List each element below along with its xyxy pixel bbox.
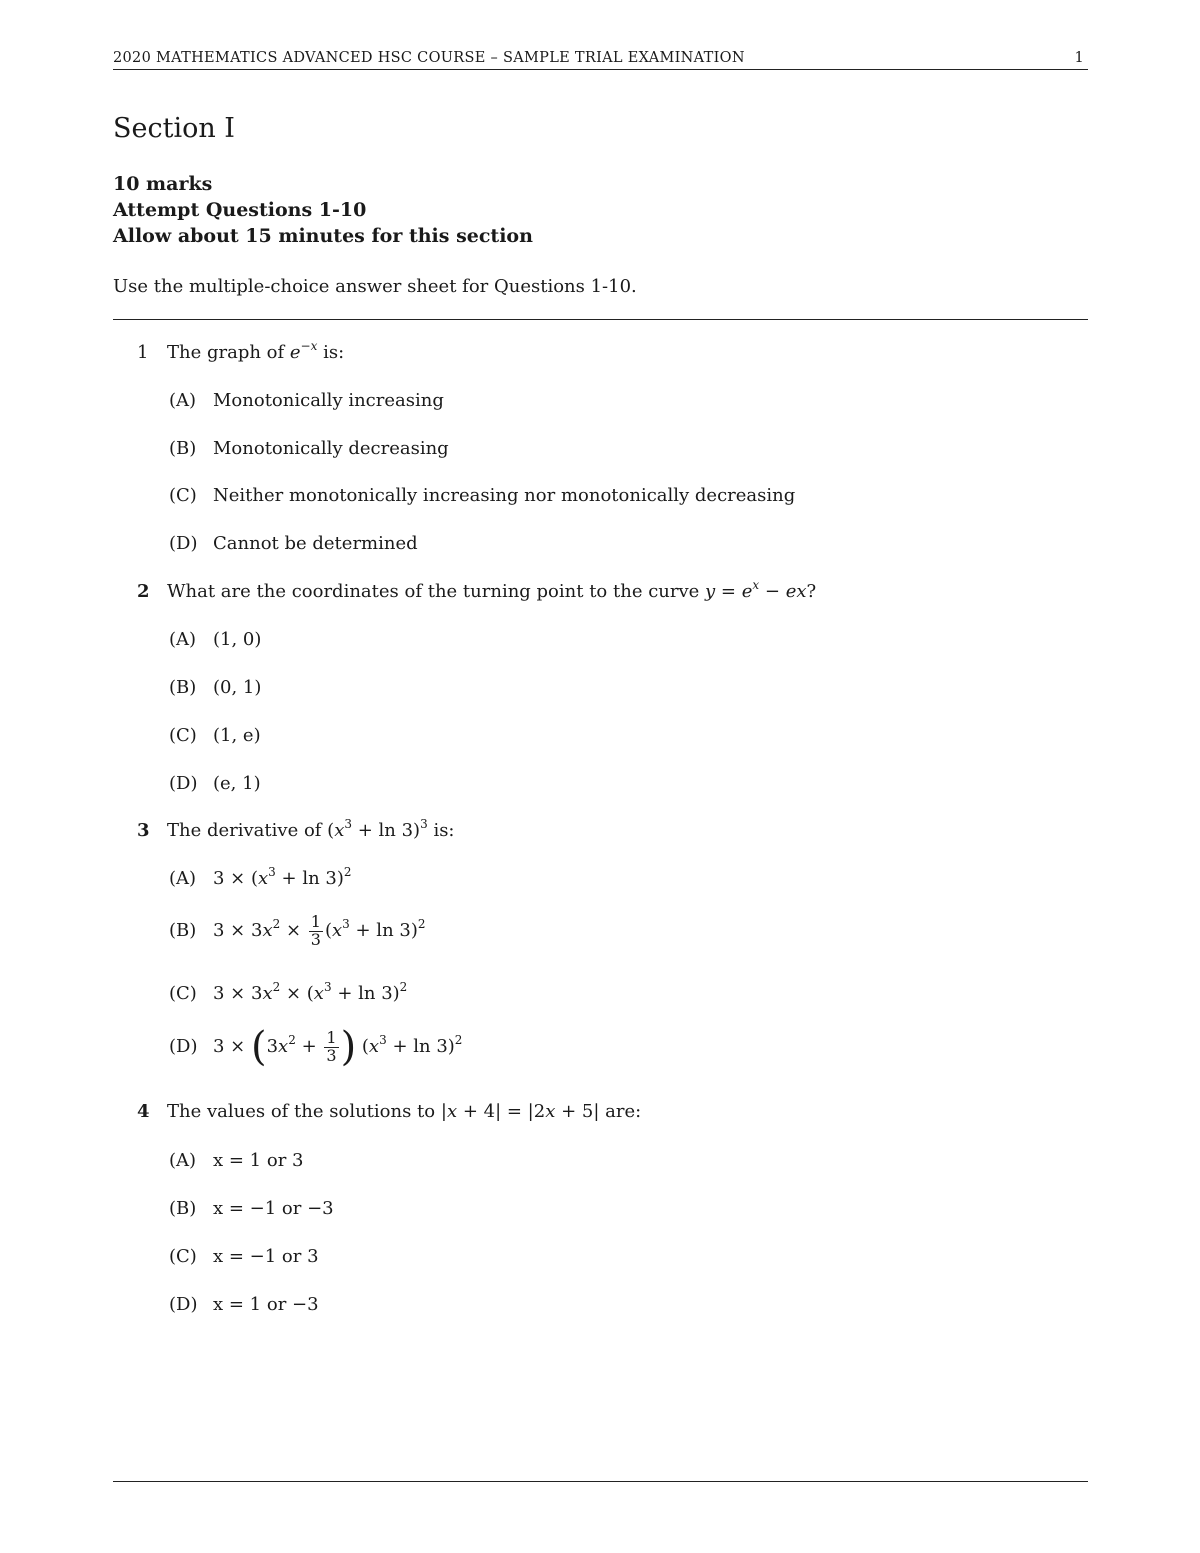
question-text-before: The values of the solutions to bbox=[167, 1101, 441, 1122]
question-text bbox=[167, 1101, 641, 1122]
option-label: (C) bbox=[169, 725, 197, 746]
question-text bbox=[167, 339, 345, 363]
option-label: (D) bbox=[169, 773, 198, 794]
option-label: (D) bbox=[169, 1036, 198, 1058]
option-label: (B) bbox=[169, 920, 197, 942]
header-rule bbox=[113, 69, 1088, 70]
option-label: (A) bbox=[169, 1150, 197, 1171]
option-text: (1, 0) bbox=[213, 629, 262, 650]
math-expression: e bbox=[289, 342, 301, 363]
option-label: (A) bbox=[169, 629, 197, 650]
option-4d[interactable] bbox=[169, 1294, 319, 1315]
option-1b[interactable] bbox=[169, 438, 449, 459]
math-expression: $y = e^x$ − ex bbox=[705, 578, 807, 602]
option-2a[interactable] bbox=[169, 629, 261, 650]
option-1c[interactable] bbox=[169, 485, 795, 506]
option-label: (B) bbox=[169, 1198, 197, 1219]
option-math: $3 \times (3x^2$ + $\frac{1}{3}$ ) $(x^3 + \ln 3)^2$ bbox=[213, 1024, 463, 1071]
page-header bbox=[113, 48, 1088, 70]
question-number: 3 bbox=[137, 820, 150, 841]
section-rule bbox=[113, 319, 1088, 320]
question-text-after: is: bbox=[427, 820, 455, 841]
option-text: x = 1 or 3 bbox=[213, 1150, 304, 1171]
option-3a[interactable] bbox=[169, 865, 352, 889]
header-title: 2020 MATHEMATICS ADVANCED HSC COURSE – SAMPLE TRIAL EXAMINATION bbox=[113, 50, 745, 66]
option-text: (1, e) bbox=[213, 725, 261, 746]
option-text: Cannot be determined bbox=[213, 533, 418, 554]
section-marks: 10 marks bbox=[113, 173, 213, 195]
option-4c[interactable] bbox=[169, 1246, 319, 1267]
footer-rule bbox=[113, 1481, 1088, 1482]
option-3c[interactable] bbox=[169, 980, 408, 1004]
section-instruction: Use the multiple-choice answer sheet for Questions 1-10. bbox=[113, 276, 637, 297]
option-math: $3 \times (x^3 + \ln 3)^2$ bbox=[213, 865, 352, 889]
question-number: 2 bbox=[137, 581, 150, 602]
option-label: (A) bbox=[169, 868, 197, 889]
option-label: (D) bbox=[169, 1294, 198, 1315]
option-label: (C) bbox=[169, 983, 197, 1004]
question-number: 4 bbox=[137, 1101, 150, 1122]
section-allow: Allow about 15 minutes for this section bbox=[113, 225, 533, 247]
question-text-after: ? bbox=[806, 581, 817, 602]
question-text bbox=[167, 578, 817, 602]
page-number: 1 bbox=[1074, 50, 1084, 66]
option-text: Monotonically increasing bbox=[213, 390, 444, 411]
fraction: $\frac{1}{3}$ bbox=[326, 1028, 337, 1065]
option-1d[interactable] bbox=[169, 533, 418, 554]
option-label: (A) bbox=[169, 390, 197, 411]
option-text: (0, 1) bbox=[213, 677, 262, 698]
option-label: (B) bbox=[169, 438, 197, 459]
fraction: $\frac{1}{3}$ bbox=[310, 912, 321, 949]
option-text: Neither monotonically increasing nor monotonically decreasing bbox=[213, 485, 796, 506]
question-text-before: What are the coordinates of the turning point to the curve bbox=[167, 581, 706, 602]
option-label: (D) bbox=[169, 533, 198, 554]
question-text-after: are: bbox=[599, 1101, 642, 1122]
option-text: (e, 1) bbox=[213, 773, 261, 794]
option-2c[interactable] bbox=[169, 725, 261, 746]
math-expression: $(x^3 + \ln 3)^3$ bbox=[327, 817, 428, 841]
option-text: x = −1 or 3 bbox=[213, 1246, 319, 1267]
option-text: Monotonically decreasing bbox=[213, 438, 449, 459]
option-2b[interactable] bbox=[169, 677, 261, 698]
option-label: (B) bbox=[169, 677, 197, 698]
question-text-before: The graph of bbox=[167, 342, 290, 363]
option-label: (C) bbox=[169, 485, 197, 506]
option-4a[interactable] bbox=[169, 1150, 303, 1171]
option-label: (C) bbox=[169, 1246, 197, 1267]
option-math: $3 \times 3x^2 \times (x^3 + \ln 3)^2$ bbox=[213, 980, 408, 1004]
option-2d[interactable] bbox=[169, 773, 261, 794]
section-attempt: Attempt Questions 1-10 bbox=[113, 199, 367, 221]
question-text-after: is: bbox=[317, 342, 345, 363]
option-3d[interactable] bbox=[169, 1024, 463, 1071]
option-4b[interactable] bbox=[169, 1198, 334, 1219]
math-exponent: −x bbox=[300, 339, 318, 353]
option-3b[interactable] bbox=[169, 914, 426, 949]
option-1a[interactable] bbox=[169, 390, 444, 411]
math-expression: |x + 4| = |2x + 5| bbox=[440, 1101, 600, 1122]
question-text bbox=[167, 817, 455, 841]
option-text: x = −1 or −3 bbox=[213, 1198, 334, 1219]
question-number: 1 bbox=[137, 342, 149, 363]
option-text: x = 1 or −3 bbox=[213, 1294, 319, 1315]
question-text-before: The derivative of bbox=[167, 820, 328, 841]
option-math: $3 \times 3x^2$ × $\frac{1}{3}$ $(x^3 + \ln 3)^2$ bbox=[213, 912, 426, 949]
section-title: Section I bbox=[113, 113, 235, 144]
